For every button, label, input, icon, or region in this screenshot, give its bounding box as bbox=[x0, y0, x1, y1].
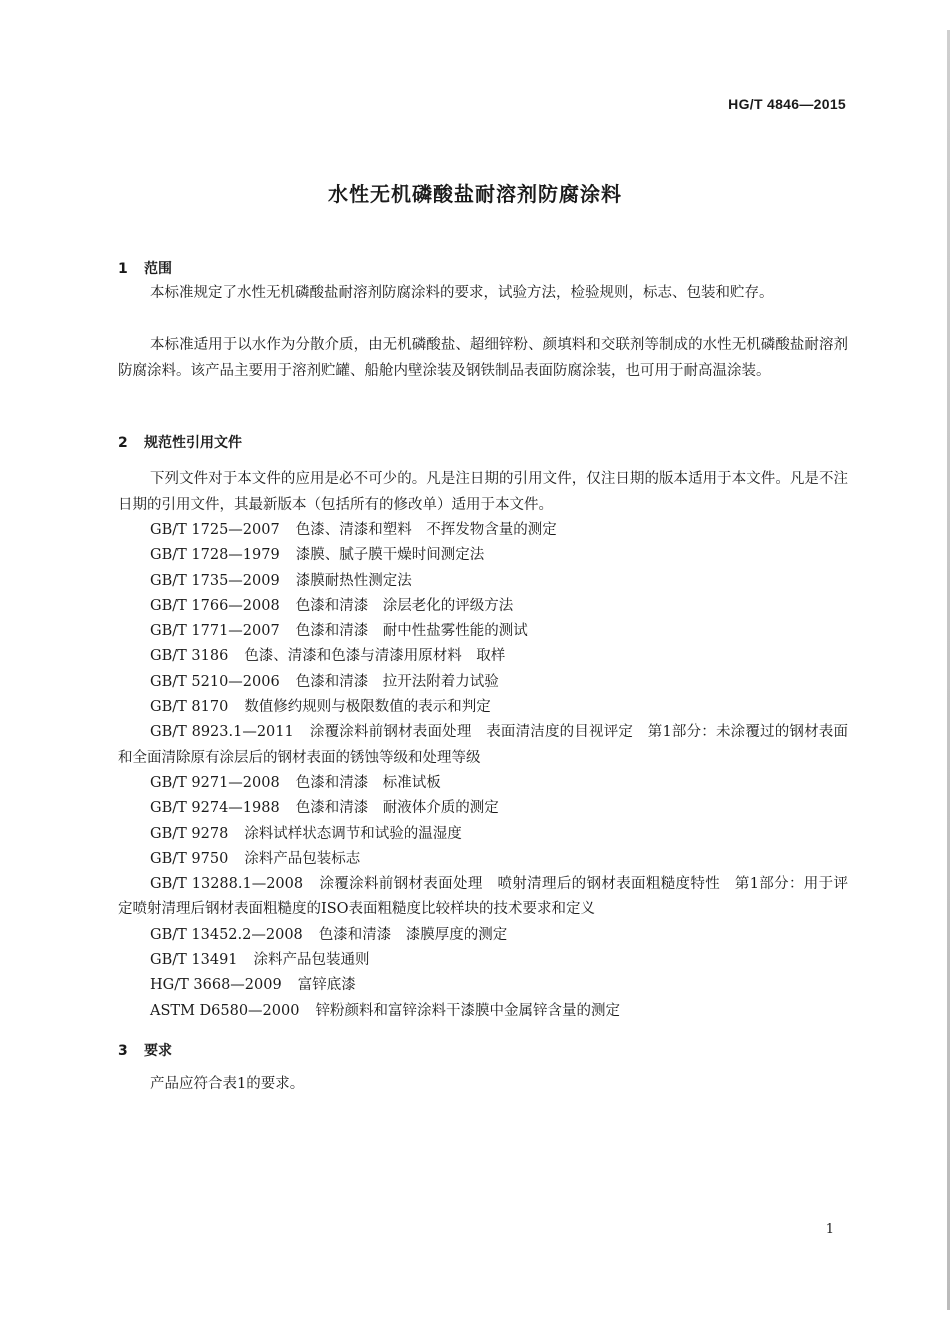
reference-item bbox=[118, 619, 848, 644]
reference-item bbox=[118, 695, 848, 720]
reference-code: GB/T 1725—2007 bbox=[150, 522, 280, 538]
reference-title: 漆膜耐热性测定法 bbox=[295, 572, 412, 589]
section-number: 2 bbox=[118, 435, 128, 451]
section-title: 范围 bbox=[144, 261, 172, 277]
reference-list bbox=[118, 518, 848, 1024]
requirements-paragraph: 产品应符合表1的要求。 bbox=[150, 1076, 305, 1092]
reference-code: GB/T 8923.1—2011 bbox=[150, 724, 294, 741]
reference-title: 色漆和清漆 涂层老化的评级方法 bbox=[295, 597, 514, 614]
reference-item bbox=[118, 822, 848, 847]
reference-item bbox=[118, 518, 848, 543]
reference-title: 色漆和清漆 标准试板 bbox=[295, 774, 441, 791]
reference-code: GB/T 1766—2008 bbox=[150, 597, 280, 614]
section-1-heading bbox=[118, 258, 172, 278]
reference-title: 色漆和清漆 拉开法附着力试验 bbox=[295, 673, 499, 690]
reference-title: 色漆、清漆和色漆与清漆用原材料 取样 bbox=[244, 648, 506, 665]
reference-code: GB/T 9274—1988 bbox=[150, 800, 280, 817]
reference-item bbox=[118, 796, 848, 821]
section-title: 要求 bbox=[144, 1043, 172, 1059]
reference-code: GB/T 13452.2—2008 bbox=[150, 926, 303, 943]
reference-code: GB/T 9278 bbox=[150, 825, 229, 842]
section-3-heading bbox=[118, 1040, 172, 1060]
standard-code: HG/T 4846—2015 bbox=[728, 96, 846, 112]
reference-item bbox=[118, 923, 848, 948]
reference-item bbox=[118, 594, 848, 619]
reference-item bbox=[118, 569, 848, 594]
reference-code: HG/T 3668—2009 bbox=[150, 977, 282, 994]
reference-code: GB/T 13288.1—2008 bbox=[150, 876, 304, 893]
reference-code: GB/T 9750 bbox=[150, 850, 229, 867]
reference-item bbox=[118, 948, 848, 973]
reference-item bbox=[118, 543, 848, 568]
reference-title: 色漆和清漆 耐中性盐雾性能的测试 bbox=[295, 623, 528, 640]
reference-code: GB/T 3186 bbox=[150, 648, 229, 665]
reference-title: 色漆和清漆 耐液体介质的测定 bbox=[295, 800, 499, 817]
reference-title: 涂料产品包装通则 bbox=[253, 952, 370, 969]
reference-item bbox=[118, 872, 848, 923]
reference-code: GB/T 13491 bbox=[150, 952, 238, 969]
reference-title: 涂覆涂料前钢材表面处理 喷射清理后的钢材表面粗糙度特性 第1部分：用于评定喷射清理后钢材表面粗糙度的ISO表面粗糙度比较样块的技术要求和定义 bbox=[118, 876, 848, 918]
reference-item bbox=[118, 670, 848, 695]
section-title: 规范性引用文件 bbox=[144, 435, 242, 451]
reference-item bbox=[118, 771, 848, 796]
reference-code: GB/T 1771—2007 bbox=[150, 623, 280, 640]
page-number: 1 bbox=[825, 1222, 834, 1237]
reference-title: 数值修约规则与极限数值的表示和判定 bbox=[244, 699, 491, 716]
scope-paragraph-2: 本标准适用于以水作为分散介质，由无机磷酸盐、超细锌粉、颜填料和交联剂等制成的水性无机磷酸盐耐溶剂防腐涂料。该产品主要用于溶剂贮罐、船舱内壁涂装及钢铁制品表面防腐涂装，也可用于耐高温涂装。 bbox=[118, 337, 848, 379]
reference-item bbox=[118, 999, 848, 1024]
section-number: 3 bbox=[118, 1043, 128, 1059]
normative-intro: 下列文件对于本文件的应用是必不可少的。凡是注日期的引用文件，仅注日期的版本适用于本文件。凡是不注日期的引用文件，其最新版本（包括所有的修改单）适用于本文件。 bbox=[118, 471, 848, 513]
section-2-heading bbox=[118, 432, 242, 452]
document-title: 水性无机磷酸盐耐溶剂防腐涂料 bbox=[328, 182, 622, 206]
reference-item bbox=[118, 644, 848, 669]
reference-title: 色漆和清漆 漆膜厚度的测定 bbox=[318, 926, 508, 943]
reference-item bbox=[118, 973, 848, 998]
reference-item bbox=[118, 720, 848, 771]
reference-code: GB/T 5210—2006 bbox=[150, 673, 280, 690]
reference-code: GB/T 1728—1979 bbox=[150, 547, 280, 564]
reference-code: ASTM D6580—2000 bbox=[150, 1002, 300, 1019]
reference-title: 富锌底漆 bbox=[297, 977, 356, 994]
reference-title: 涂料产品包装标志 bbox=[244, 850, 361, 867]
reference-item bbox=[118, 847, 848, 872]
reference-title: 色漆、清漆和塑料 不挥发物含量的测定 bbox=[295, 522, 557, 538]
reference-title: 锌粉颜料和富锌涂料干漆膜中金属锌含量的测定 bbox=[315, 1002, 620, 1019]
reference-title: 漆膜、腻子膜干燥时间测定法 bbox=[295, 547, 485, 564]
reference-code: GB/T 8170 bbox=[150, 699, 229, 716]
scope-paragraph-1: 本标准规定了水性无机磷酸盐耐溶剂防腐涂料的要求，试验方法，检验规则，标志、包装和贮存。 bbox=[150, 285, 774, 301]
reference-title: 涂料试样状态调节和试验的温湿度 bbox=[244, 825, 462, 842]
reference-title: 涂覆涂料前钢材表面处理 表面清洁度的目视评定 第1部分：未涂覆过的钢材表面和全面清除原有涂层后的钢材表面的锈蚀等级和处理等级 bbox=[118, 724, 848, 766]
reference-code: GB/T 1735—2009 bbox=[150, 572, 280, 589]
section-number: 1 bbox=[118, 261, 128, 277]
reference-code: GB/T 9271—2008 bbox=[150, 774, 280, 791]
